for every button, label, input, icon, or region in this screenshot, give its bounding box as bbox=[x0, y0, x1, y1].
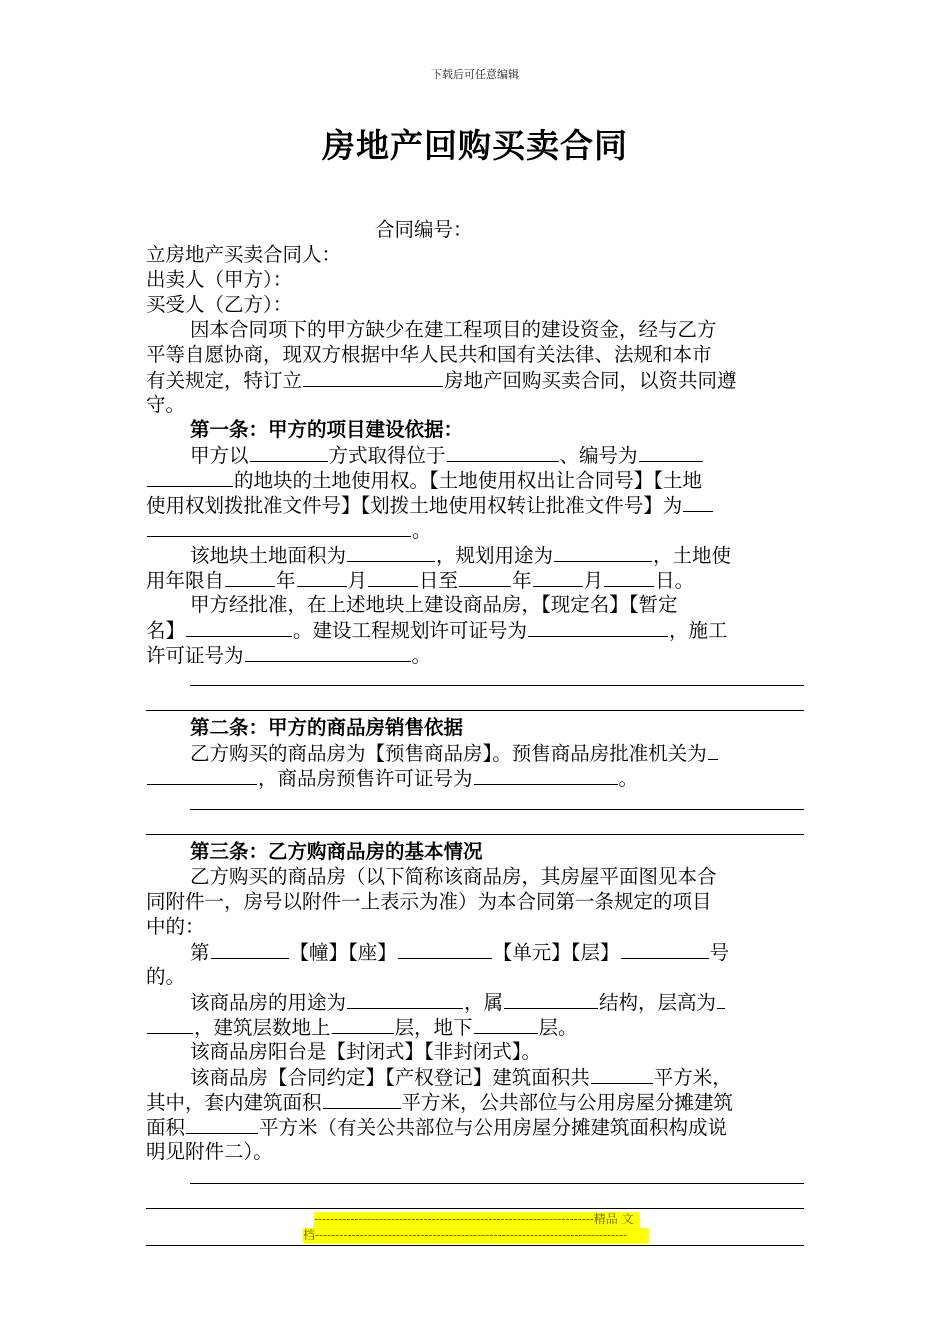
article-1-paragraph bbox=[190, 542, 806, 568]
article-text: 第 bbox=[190, 941, 210, 964]
blank-field bbox=[147, 1014, 193, 1034]
article-text: 月 bbox=[583, 569, 604, 592]
article-1-paragraph bbox=[146, 617, 806, 643]
blank-field bbox=[147, 765, 257, 785]
blank-field bbox=[368, 567, 418, 587]
article-text: 名】 bbox=[146, 619, 186, 642]
blank-field bbox=[474, 1014, 538, 1034]
article-3-paragraph bbox=[190, 989, 806, 1015]
blank-field bbox=[459, 567, 511, 587]
blank-rule bbox=[190, 1183, 804, 1184]
article-text: 月 bbox=[347, 569, 368, 592]
article-text: 其中，套内建筑面积 bbox=[146, 1091, 322, 1114]
article-1-paragraph bbox=[146, 567, 806, 593]
article-text: ，属 bbox=[464, 991, 504, 1014]
article-text: ，规划用途为 bbox=[436, 544, 554, 567]
seller-label: 出卖人（甲方）： bbox=[146, 268, 293, 291]
article-text: 【幢】【座】 bbox=[289, 941, 397, 964]
blank-field bbox=[186, 617, 292, 637]
footer-watermark: 档----------------------------------------------------------------------------- bbox=[303, 1228, 649, 1243]
article-3-paragraph bbox=[190, 1064, 806, 1090]
article-text: 年 bbox=[276, 569, 296, 592]
article-text: 层，地下 bbox=[394, 1016, 473, 1039]
article-text: 层。 bbox=[538, 1016, 578, 1039]
article-text: 日。 bbox=[655, 569, 695, 592]
article-text: 平方米，公共部位与公用房屋分摊建筑 bbox=[401, 1091, 734, 1114]
article-2-paragraph bbox=[190, 740, 806, 766]
article-text: 。 bbox=[618, 767, 639, 790]
blank-field bbox=[398, 939, 492, 959]
article-text: 方式取得位于 bbox=[328, 444, 446, 467]
blank-field bbox=[323, 1089, 401, 1109]
blank-field bbox=[332, 1014, 394, 1034]
blank-field bbox=[245, 642, 411, 662]
article-text: 号 bbox=[709, 941, 730, 964]
article-3-paragraph: 中的： bbox=[146, 915, 205, 938]
blank-field bbox=[683, 492, 713, 512]
article-text: 日至 bbox=[419, 569, 459, 592]
blank-rule bbox=[146, 1245, 804, 1246]
article-1-paragraph bbox=[146, 517, 806, 543]
preamble-text: 有关规定，特订立 bbox=[146, 369, 303, 392]
article-3-paragraph: 明见附件二）。 bbox=[146, 1140, 273, 1163]
preamble-line: 守。 bbox=[146, 393, 186, 416]
article-text: 许可证号为 bbox=[146, 644, 244, 667]
article-2-paragraph bbox=[146, 765, 806, 791]
article-3-paragraph bbox=[190, 939, 806, 965]
preamble-line bbox=[146, 367, 806, 393]
article-text: 乙方购买的商品房为【预售商品房】。预售商品房批准机关为 bbox=[190, 742, 707, 765]
article-text: 该地块土地面积为 bbox=[190, 544, 347, 567]
article-text: 。 bbox=[411, 644, 432, 667]
article-text: ，商品房预售许可证号为 bbox=[258, 767, 473, 790]
blank-field bbox=[303, 367, 443, 387]
blank-field bbox=[211, 939, 289, 959]
blank-field bbox=[639, 442, 703, 462]
article-text: ，建筑层数地上 bbox=[194, 1016, 331, 1039]
article-text: 的地块的土地使用权。【土地使用权出让合同号】【土地 bbox=[234, 469, 703, 492]
article-3-heading: 第三条：乙方购商品房的基本情况 bbox=[190, 840, 483, 863]
article-text: 平方米， bbox=[653, 1066, 732, 1089]
buyer-label: 买受人（乙方）： bbox=[146, 293, 293, 316]
article-text: 该商品房【合同约定】【产权登记】建筑面积共 bbox=[190, 1066, 590, 1089]
article-1-paragraph bbox=[146, 492, 806, 518]
document-title: 房地产回购买卖合同 bbox=[322, 126, 628, 165]
article-1-paragraph bbox=[190, 442, 806, 468]
blank-field bbox=[147, 517, 411, 537]
blank-field bbox=[225, 567, 275, 587]
blank-rule bbox=[190, 809, 804, 810]
article-3-paragraph bbox=[146, 1114, 806, 1140]
blank-field bbox=[533, 567, 583, 587]
article-text: 平方米（有关公共部位与公用房屋分摊建筑面积构成说 bbox=[259, 1116, 728, 1139]
preamble-line: 平等自愿协商，现双方根据中华人民共和国有关法律、法规和本市 bbox=[146, 343, 712, 366]
blank-rule bbox=[146, 710, 804, 711]
blank-field bbox=[474, 765, 618, 785]
article-text: 用年限自 bbox=[146, 569, 225, 592]
article-text: 使用权划拨批准文件号】【划拨土地使用权转让批准文件号】为 bbox=[146, 494, 683, 517]
blank-field bbox=[554, 542, 652, 562]
contract-number-label: 合同编号： bbox=[375, 218, 473, 241]
parties-intro: 立房地产买卖合同人： bbox=[146, 243, 342, 266]
blank-field bbox=[504, 989, 598, 1009]
article-text: 结构，层高为 bbox=[599, 991, 717, 1014]
blank-field bbox=[708, 740, 718, 760]
blank-field bbox=[347, 989, 463, 1009]
blank-field bbox=[297, 567, 347, 587]
article-1-heading: 第一条：甲方的项目建设依据： bbox=[190, 418, 464, 441]
article-2-heading: 第二条：甲方的商品房销售依据 bbox=[190, 716, 464, 739]
article-text: ，土地使 bbox=[653, 544, 732, 567]
article-3-paragraph bbox=[146, 1014, 806, 1040]
blank-rule bbox=[146, 1208, 804, 1209]
preamble-line: 因本合同项下的甲方缺少在建工程项目的建设资金，经与乙方 bbox=[190, 318, 717, 341]
article-3-paragraph bbox=[146, 1089, 806, 1115]
article-1-paragraph bbox=[146, 642, 806, 668]
blank-field bbox=[591, 1064, 653, 1084]
blank-field bbox=[186, 1114, 258, 1134]
blank-field bbox=[604, 567, 654, 587]
preamble-text: 房地产回购买卖合同，以资共同遵 bbox=[444, 369, 737, 392]
article-3-paragraph: 同附件一，房号以附件一上表示为准）为本合同第一条规定的项目 bbox=[146, 890, 712, 913]
article-1-paragraph bbox=[146, 467, 806, 493]
article-text: 【单元】【层】 bbox=[492, 941, 620, 964]
article-text: ，施工 bbox=[669, 619, 728, 642]
article-3-paragraph: 该商品房阳台是【封闭式】【非封闭式】。 bbox=[190, 1040, 542, 1063]
blank-field bbox=[528, 617, 668, 637]
header-note: 下载后可任意编辑 bbox=[431, 68, 519, 81]
article-3-paragraph: 的。 bbox=[146, 965, 186, 988]
blank-field bbox=[447, 442, 559, 462]
blank-field bbox=[621, 939, 709, 959]
article-text: 甲方以 bbox=[190, 444, 249, 467]
article-text: 、编号为 bbox=[559, 444, 638, 467]
article-text: 年 bbox=[512, 569, 532, 592]
article-text: 。建设工程规划许可证号为 bbox=[293, 619, 528, 642]
blank-field bbox=[147, 467, 233, 487]
blank-field bbox=[347, 542, 435, 562]
footer-watermark: ---------------------------------------------------------------------精品 文 bbox=[314, 1212, 640, 1227]
article-text: 。 bbox=[412, 519, 432, 542]
blank-rule bbox=[146, 834, 804, 835]
blank-rule bbox=[190, 685, 804, 686]
article-text: 面积 bbox=[146, 1116, 186, 1139]
article-3-paragraph: 乙方购买的商品房（以下简称该商品房，其房屋平面图见本合 bbox=[190, 865, 717, 888]
article-text: 该商品房的用途为 bbox=[190, 991, 347, 1014]
article-1-paragraph: 甲方经批准，在上述地块上建设商品房，【现定名】【暂定 bbox=[190, 593, 678, 616]
blank-field bbox=[250, 442, 328, 462]
blank-field bbox=[717, 989, 725, 1009]
